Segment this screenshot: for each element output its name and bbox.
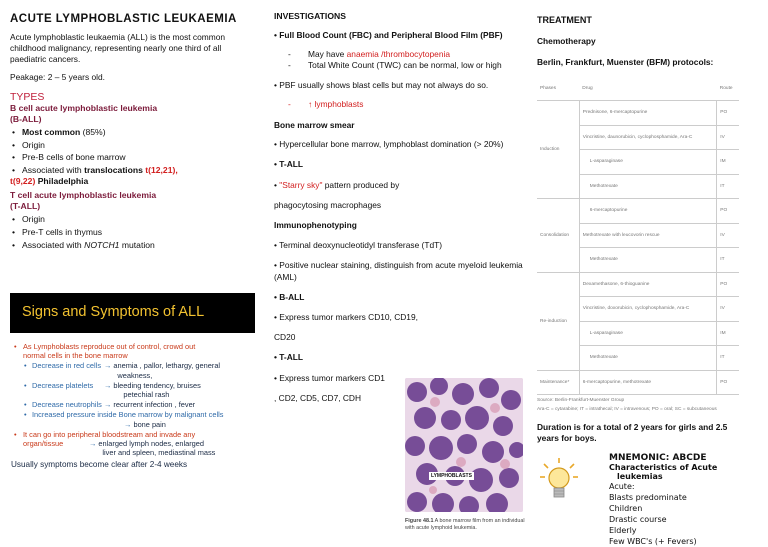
- phase-cell: Induction: [537, 101, 579, 199]
- ball-heading: B cell acute lymphoblastic leukemia (B-ALL): [10, 103, 158, 124]
- peakage-text: Peakage: 2 – 5 years old.: [10, 72, 105, 82]
- mnemonic-subtitle-2: leukemias: [617, 472, 663, 481]
- investigations-column: [274, 0, 526, 404]
- mnemonic-item: Children: [609, 504, 643, 513]
- table-header-cell: Drug: [579, 76, 716, 101]
- mnemonic-item: Few WBC's (+ Fevers): [609, 537, 697, 546]
- pbf-text: • PBF usually shows blast cells but may not always do so.: [274, 79, 489, 90]
- route-cell: IT: [717, 174, 739, 199]
- investigations-heading: INVESTIGATIONS: [274, 11, 346, 21]
- protocols-text: Berlin, Frankfurt, Muenster (BFM) protocols:: [537, 57, 714, 67]
- translocation-line: t(9,22) Philadelphia: [10, 176, 89, 187]
- lightbulb-icon: [540, 458, 578, 504]
- mnemonic-item: Drastic course: [609, 515, 667, 524]
- route-cell: IV: [717, 125, 739, 150]
- drug-cell: Methotrexate: [579, 248, 716, 273]
- immunophenotyping-heading: Immunophenotyping: [274, 220, 357, 231]
- tall-text: • T-ALL: [274, 159, 303, 170]
- express-markers-2: • Express tumor markers CD1: [274, 372, 385, 383]
- drug-cell: Methotrexate: [579, 346, 716, 371]
- signs-sublist: [14, 361, 258, 428]
- route-cell: IM: [717, 321, 739, 346]
- lymphoblasts-text: - ↑ lymphoblasts: [288, 98, 364, 109]
- mnemonic-item: Blasts predominate: [609, 493, 687, 502]
- intro-paragraph: Acute lymphoblastic leukaemia (ALL) is the most common childhood malignancy, representing nearly one third of all paediatric cancers.: [10, 32, 226, 64]
- drug-cell: Vincristine, doxorubicin, cyclophosphamide, Ara-C: [579, 297, 716, 322]
- table-source: Source: Berlin-Frankfurt-Muenster Group: [537, 398, 625, 403]
- signs-row: • Decrease platelets → bleeding tendency, bruises petechial rash: [24, 380, 201, 400]
- bone-marrow-illustration: [405, 378, 523, 512]
- table-header-cell: Phases: [537, 76, 579, 101]
- twc-text: - Total White Count (TWC) can be normal, low or high: [288, 60, 502, 71]
- route-cell: PO: [717, 199, 739, 224]
- drug-cell: 6-mercaptopurine, methotrexate: [579, 370, 716, 395]
- signs-row: • Increased pressure inside Bone marrow by malignant cells: [24, 410, 224, 420]
- fbc-text: • Full Blood Count (FBC) and Peripheral Blood Film (PBF): [274, 30, 503, 40]
- may-have-text: - May have anaemia /thrombocytopenia: [288, 49, 450, 60]
- signs-row: • Decrease neutrophils → recurrent infection , fever: [24, 400, 196, 410]
- regimen-table: [537, 76, 739, 395]
- lymphoblasts-label: LYMPHOBLASTS: [431, 473, 472, 479]
- drug-cell: Vincristine, daunorubicin, cyclophosphamide, Ara-C: [579, 125, 716, 150]
- list-item: • Pre-B cells of bone marrow: [10, 151, 258, 164]
- route-cell: IV: [717, 297, 739, 322]
- drug-cell: Methotrexate: [579, 174, 716, 199]
- duration-text: Duration is for a total of 2 years for girls and 2.5 years for boys.: [537, 421, 728, 443]
- mnemonic-item: Acute:: [609, 482, 635, 491]
- list-item: • Associated with translocations t(12,21),: [10, 164, 258, 177]
- phase-cell: Consolidation: [537, 199, 579, 273]
- drug-cell: Dexamethasone, 6-thioguanine: [579, 272, 716, 297]
- ball-text: • B-ALL: [274, 291, 305, 302]
- express-markers-1: • Express tumor markers CD10, CD19,: [274, 312, 418, 323]
- mnemonic-title: MNEMONIC: ABCDE: [609, 453, 707, 463]
- starry-sky-text: • "Starry sky" pattern produced by: [274, 179, 400, 190]
- table-header-row: [537, 76, 739, 101]
- drug-cell: Prednisone, 6-mercaptopurine: [579, 101, 716, 126]
- list-item: • Associated with NOTCH1 mutation: [10, 239, 258, 252]
- signs-banner-title: Signs and Symptoms of ALL: [22, 304, 205, 320]
- table-header-cell: Route: [717, 76, 739, 101]
- treatment-column: [537, 0, 762, 444]
- list-item: • Most common (85%): [10, 126, 258, 139]
- phase-cell: Re-induction: [537, 272, 579, 370]
- table-row: [537, 199, 739, 224]
- list-item: • Origin: [10, 213, 258, 226]
- usually-text: Usually symptoms become clear after 2-4 weeks: [11, 460, 188, 470]
- list-item: • Pre-T cells in thymus: [10, 226, 258, 239]
- route-cell: IT: [717, 248, 739, 273]
- definition-column: [10, 0, 258, 251]
- drug-cell: 6-mercaptopurine: [579, 199, 716, 224]
- tdt-text: • Terminal deoxynucleotidyl transferase (TdT): [274, 240, 443, 251]
- phagocytosing-text: phagocytosing macrophages: [274, 199, 382, 210]
- cd20-text: CD20: [274, 332, 296, 343]
- tall-list: [10, 213, 258, 251]
- route-cell: PO: [717, 101, 739, 126]
- types-heading: TYPES: [10, 91, 45, 103]
- table-abbreviations: Ara-C = cytarabine; IT = intrathecal; IV = intravenous; PO = oral; SC = subcutaneous: [537, 407, 717, 413]
- route-cell: IT: [717, 346, 739, 371]
- drug-cell: Methotrexate with leucovorin rescue: [579, 223, 716, 248]
- list-item: • Origin: [10, 139, 258, 152]
- mnemonic-subtitle: Characteristics of Acute: [609, 463, 718, 472]
- drug-cell: L-asparaginase: [579, 321, 716, 346]
- table-row: [537, 101, 739, 126]
- signs-point-1: • As Lymphoblasts reproduce out of control, crowd out normal cells in the bone marrow: [14, 342, 196, 361]
- route-cell: PO: [717, 272, 739, 297]
- main-title: ACUTE LYMPHOBLASTIC LEUKAEMIA: [10, 13, 237, 25]
- signs-panel: [11, 342, 258, 470]
- bone-pain-line: → bone pain: [124, 419, 166, 429]
- positive-staining-text: • Positive nuclear staining, distinguish from acute myeloid leukemia (AML): [274, 260, 523, 282]
- chemotherapy-text: Chemotherapy: [537, 36, 596, 46]
- hypercellular-text: • Hypercellular bone marrow, lymphoblast domination (> 20%): [274, 139, 504, 150]
- ball-list: [10, 126, 258, 176]
- treatment-heading: TREATMENT: [537, 15, 592, 25]
- cd-markers-text: , CD2, CD5, CD7, CDH: [274, 392, 362, 403]
- bone-marrow-image: [405, 378, 523, 512]
- table-row: [537, 272, 739, 297]
- mnemonic-box: [609, 453, 764, 547]
- route-cell: IV: [717, 223, 739, 248]
- bm-smear-heading: Bone marrow smear: [274, 120, 355, 131]
- tall-heading: T cell acute lymphoblastic leukemia (T-ALL): [10, 190, 157, 212]
- route-cell: PO: [717, 370, 739, 395]
- drug-cell: L-asparaginase: [579, 150, 716, 175]
- figure-caption: Figure 48.1 A bone marrow film from an individual with acute lymphoid leukemia.: [405, 518, 525, 531]
- table-row: [537, 370, 739, 395]
- route-cell: IM: [717, 150, 739, 175]
- signs-point-2: • It can go into peripheral bloodstream and invade any organ/tissue → enlarged lymph nodes, enlarged liver and spleen, mediastinal mass: [14, 429, 216, 458]
- mnemonic-item: Elderly: [609, 526, 637, 535]
- phase-cell: Maintenance*: [537, 370, 579, 395]
- signs-row: • Decrease in red cells → anemia , pallor, lethargy, general weakness,: [24, 361, 221, 380]
- tall-text-2: • T-ALL: [274, 352, 303, 363]
- signs-banner: [10, 293, 255, 333]
